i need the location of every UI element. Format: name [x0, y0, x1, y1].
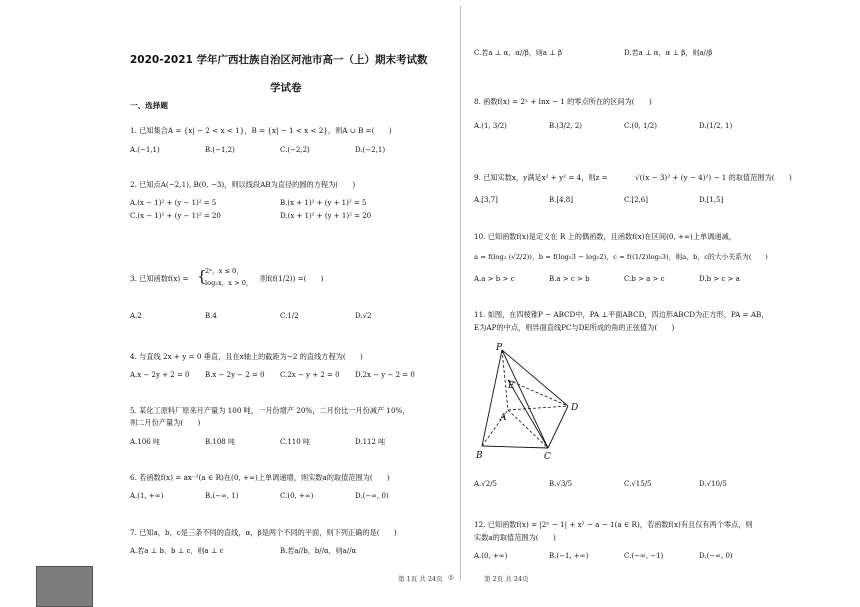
question-8-stem: 8. 函数f(x) = 2ˣ + lnx − 1 的零点所在的区间为( ): [474, 97, 652, 106]
question-7-stem: 7. 已知a，b，c是三条不同的直线，α，β是两个不同的平面，则下列正确的是( ): [130, 528, 397, 537]
question-2-stem: 2. 已知点A(−2,1), B(0, −3)，则以线段AB为直径的圆的方程为( ): [130, 180, 356, 189]
question-12-stem-line1: 12. 已知函数f(x) = |2ˣ − 1| + x² − a − 1(a ∈ R)，若函数f(x)有且仅有两个零点，则: [474, 520, 753, 529]
question-12-option-c: C.(−∞, −1): [624, 552, 664, 560]
question-5-stem-line1: 5. 某化工原料厂原来月产量为 100 吨，一月份增产 20%，二月份比一月份减产 10%，: [130, 406, 410, 415]
question-9-option-d: D.[1,5]: [699, 196, 724, 204]
question-10-stem-line1: 10. 已知函数f(x)是定义在 R 上的偶函数，且函数f(x)在区间(0, +∞)上单调递减，: [474, 232, 736, 241]
question-8-option-d: D.(1/2, 1): [699, 122, 733, 130]
question-9-option-b: B.[4,8]: [549, 196, 573, 204]
edge-pc: [502, 350, 548, 448]
question-11-stem-line1: 11. 如图，在四棱锥P − ABCD中，PA ⊥平面ABCD，四边形ABCD为正方形，PA = AB，: [474, 310, 769, 319]
question-4-option-d: D.2x − y − 2 = 0: [355, 371, 415, 379]
question-10-stem-line2: a = f(log₂ (√2/2))，b = f(log₅3 − log₅2)，c = f((1/2)log₅3)，则a，b，c的大小关系为( ): [474, 253, 768, 261]
question-9-stem-lead: 9. 已知实数x，y满足x² + y² = 4，则z =: [474, 173, 608, 182]
section-heading: 一、选择题: [130, 101, 168, 110]
page-number-right: 第 2页 共 24页: [484, 575, 529, 583]
question-6-option-a: A.(1, +∞): [130, 492, 164, 500]
question-3-stem-lead: 3. 已知函数f(x) =: [130, 274, 189, 283]
question-11-option-d: D.√10/5: [699, 480, 727, 488]
right-page: [462, 0, 860, 607]
question-6-option-c: C.(0, +∞): [280, 492, 314, 500]
question-6-stem: 6. 若函数f(x) = ax⁻²(a ∈ R)在(0, +∞)上单调递增，则实数a的取值范围为( ): [130, 473, 390, 482]
question-7-option-a: A.若a ⊥ b，b ⊥ c，则a ⊥ c: [130, 547, 224, 555]
question-7-option-d: D.若a ⊥ α，α ⊥ β，则a//β: [624, 49, 713, 57]
question-12-stem-line2: 实数a的取值范围为( ): [474, 533, 556, 542]
question-12-option-d: D.(−∞, 0): [699, 552, 733, 560]
question-1-option-c: C.(−2,2): [280, 146, 310, 154]
question-11-option-c: C.√15/5: [624, 480, 652, 488]
question-2-option-b: B.(x + 1)² + (y + 1)² = 5: [280, 199, 367, 207]
question-2-option-d: D.(x + 1)² + (y + 1)² = 20: [280, 212, 372, 220]
question-10-option-c: C.b > a > c: [624, 275, 665, 283]
question-3-option-a: A.2: [130, 312, 142, 320]
question-11-stem-line2: E为AP的中点，则异面直线PC与DE所成的角的正弦值为( ): [474, 323, 675, 332]
question-3-stem-tail: 则f(f(1/2)) =( ): [260, 274, 324, 283]
column-divider: [460, 6, 461, 581]
question-5-option-c: C.110 吨: [280, 438, 310, 446]
question-8-option-c: C.(0, 1/2): [624, 122, 657, 130]
question-7-option-c: C.若a ⊥ α，α//β，则a ⊥ β: [474, 49, 563, 57]
question-1-option-b: B.(−1,2): [205, 146, 235, 154]
exam-title-line1: 2020-2021 学年广西壮族自治区河池市高一（上）期末考试数: [130, 54, 428, 66]
question-12-option-b: B.(−1, +∞): [549, 552, 589, 560]
piecewise-brace: {: [197, 267, 207, 285]
question-4-option-b: B.x − 2y − 2 = 0: [205, 371, 265, 379]
question-2-option-c: C.(x − 1)² + (y − 1)² = 20: [130, 212, 221, 220]
diagonal-ac-hidden: [508, 410, 548, 448]
question-1-stem: 1. 已知集合A = {x| − 2 < x < 1}，B = {x| − 1 < x < 2}，则A ∪ B =( ): [130, 126, 392, 135]
page-separator: ◎: [448, 573, 454, 581]
question-5-option-b: B.108 吨: [205, 438, 235, 446]
question-11-option-b: B.√3/5: [549, 480, 573, 488]
edge-pa-hidden: [502, 350, 508, 410]
edge-cd: [548, 406, 568, 448]
question-9-stem-tail: √((x − 3)² + (y − 4)²) − 1 的取值范围为( ): [635, 173, 792, 182]
question-9-option-a: A.[3,7]: [474, 196, 498, 204]
question-5-option-a: A.106 吨: [130, 438, 160, 446]
edge-bc: [482, 446, 548, 448]
question-10-option-d: D.b > c > a: [699, 275, 740, 283]
label-p: P: [496, 343, 503, 353]
gray-placeholder-block: [36, 566, 93, 607]
question-4-option-a: A.x − 2y + 2 = 0: [130, 371, 190, 379]
segment-ed-hidden: [508, 380, 568, 406]
question-10-option-b: B.a > c > b: [549, 275, 590, 283]
question-6-option-b: B.(−∞, 1): [205, 492, 239, 500]
question-8-option-b: B.(3/2, 2): [549, 122, 583, 130]
question-6-option-d: D.(−∞, 0): [355, 492, 389, 500]
page-number-left: 第 1页 共 24页: [398, 575, 443, 583]
edge-pd: [502, 350, 568, 406]
question-1-option-d: D.(−2,1): [355, 146, 386, 154]
label-b: B: [476, 451, 483, 461]
question-9-option-c: C.[2,6]: [624, 196, 648, 204]
question-3-option-c: C.1/2: [280, 312, 299, 320]
question-11-option-a: A.√2/5: [474, 480, 498, 488]
edge-ad-hidden: [508, 406, 568, 410]
label-e: E: [508, 381, 515, 391]
question-7-option-b: B.若a//b，b//α，则a//α: [280, 547, 357, 555]
question-8-option-a: A.(1, 3/2): [474, 122, 507, 130]
question-3-option-b: B.4: [205, 312, 217, 320]
label-d: D: [571, 403, 579, 413]
label-a: A: [500, 413, 507, 423]
question-4-stem: 4. 与直线 2x + y = 0 垂直，且在x轴上的截距为−2 的直线方程为( ): [130, 352, 363, 361]
pyramid-figure: [470, 342, 590, 462]
question-3-piece-2: log₂x，x > 0，: [205, 279, 253, 287]
label-c: C: [544, 452, 551, 462]
question-4-option-c: C.2x − y + 2 = 0: [280, 371, 340, 379]
question-3-piece-1: 2ˣ，x ≤ 0，: [205, 267, 243, 275]
question-3-option-d: D.√2: [355, 312, 372, 320]
exam-title-line2: 学试卷: [270, 82, 302, 94]
question-10-option-a: A.a > b > c: [474, 275, 515, 283]
question-12-option-a: A.(0, +∞): [474, 552, 508, 560]
question-5-option-d: D.112 吨: [355, 438, 386, 446]
question-5-stem-line2: 则二月份产量为( ): [130, 418, 201, 427]
question-2-option-a: A.(x − 1)² + (y − 1)² = 5: [130, 199, 217, 207]
question-1-option-a: A.(−1,1): [130, 146, 160, 154]
